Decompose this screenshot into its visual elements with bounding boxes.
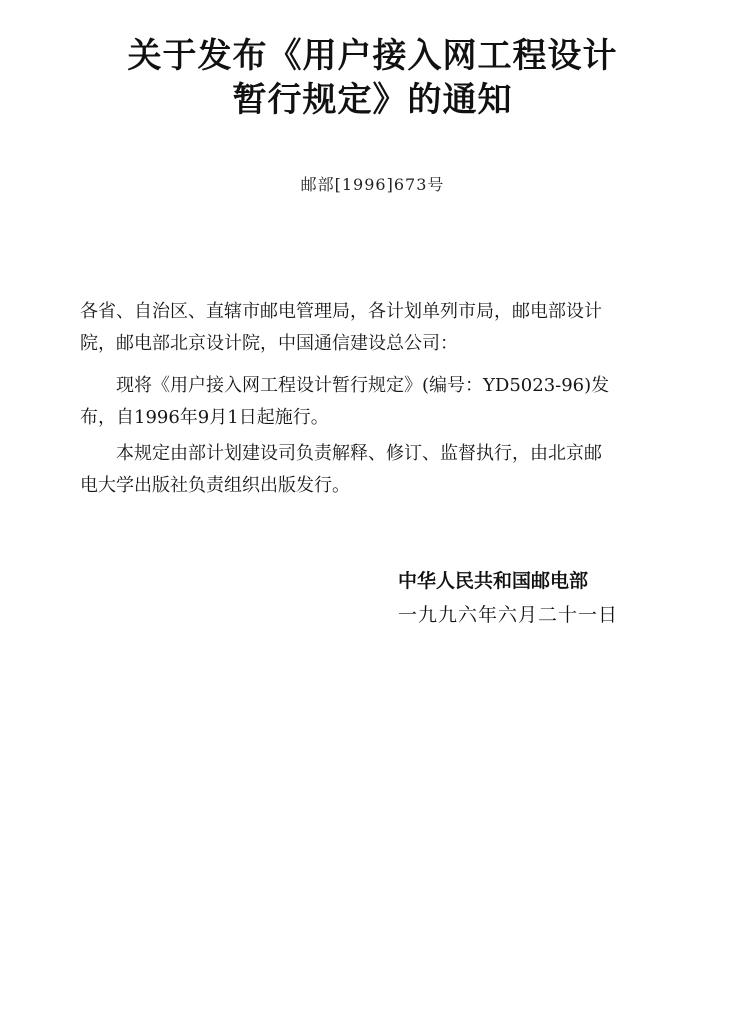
document-number: 邮部[1996]673号 <box>300 175 445 194</box>
signature-organization: 中华人民共和国邮电部 <box>398 570 589 592</box>
paragraph-1-line-1: 现将《用户接入网工程设计暂行规定》(编号：YD5023-96)发 <box>116 375 610 396</box>
paragraph-1-line-2: 布，自1996年9月1日起施行。 <box>80 407 329 428</box>
addressee-line-2: 院，邮电部北京设计院，中国通信建设总公司： <box>80 333 458 354</box>
signature-date: 一九九六年六月二十一日 <box>398 604 619 626</box>
paragraph-2-line-1: 本规定由部计划建设司负责解释、修订、监督执行，由北京邮 <box>116 443 602 464</box>
notice-title-line-2: 暂行规定》的通知 <box>232 80 513 120</box>
addressee-line-1: 各省、自治区、直辖市邮电管理局，各计划单列市局，邮电部设计 <box>80 301 602 322</box>
notice-title-line-1: 关于发布《用户接入网工程设计 <box>127 36 618 76</box>
paragraph-2-line-2: 电大学出版社负责组织出版发行。 <box>80 475 350 496</box>
